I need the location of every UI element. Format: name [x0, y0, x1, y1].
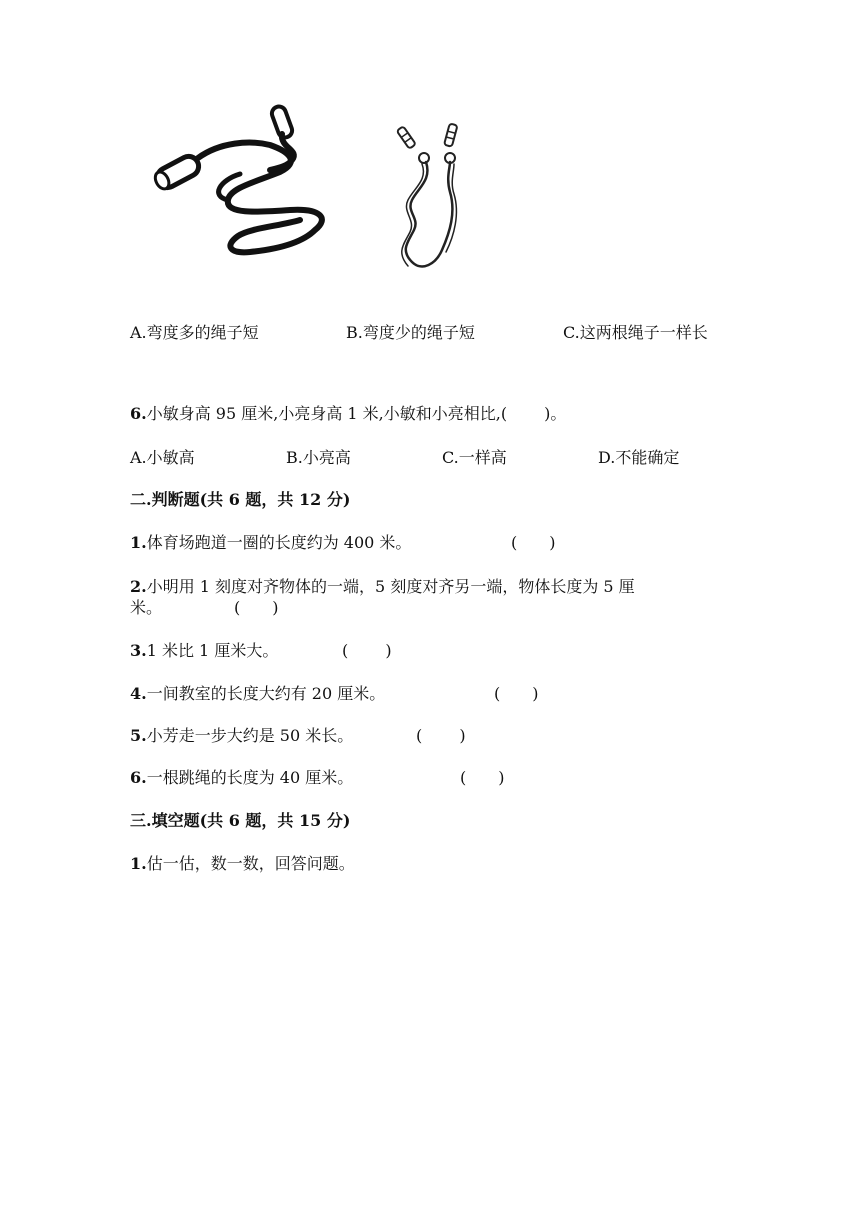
section2-heading: 二.判断题(共 6 题，共 12 分)	[130, 490, 351, 509]
jump-rope-coiled-icon	[152, 105, 322, 253]
judge-bracket-3[interactable]: ( )	[342, 641, 392, 660]
item-number: 4.	[130, 684, 147, 703]
item-text: 估一估，数一数，回答问题。	[146, 854, 355, 873]
judge-bracket-4[interactable]: ( )	[494, 684, 539, 703]
q6-question	[130, 401, 566, 424]
judge-bracket-1[interactable]: ( )	[511, 533, 556, 552]
judge-item-3	[130, 638, 278, 661]
item-number: 2.	[130, 577, 147, 596]
judge-item-4	[130, 681, 385, 704]
item-number: 1.	[130, 854, 147, 873]
q6-text: 小敏身高 95 厘米,小亮身高 1 米,小敏和小亮相比,( )。	[146, 404, 567, 423]
rope-figure	[150, 100, 490, 280]
item-text: 小明用 1 刻度对齐物体的一端，5 刻度对齐另一端，物体长度为 5 厘	[146, 577, 635, 596]
q6-option-b[interactable]: B.小亮高	[286, 448, 351, 467]
judge-bracket-5[interactable]: ( )	[416, 726, 466, 745]
judge-item-5	[130, 723, 353, 746]
q6-option-c[interactable]: C.一样高	[442, 448, 507, 467]
section3-heading: 三.填空题(共 6 题，共 15 分)	[130, 811, 351, 830]
q5-option-a[interactable]: A.弯度多的绳子短	[130, 323, 259, 342]
q5-option-b[interactable]: B.弯度少的绳子短	[346, 323, 475, 342]
judge-bracket-6[interactable]: ( )	[460, 768, 505, 787]
item-text: 体育场跑道一圈的长度约为 400 米。	[146, 533, 412, 552]
item-text: 1 米比 1 厘米大。	[146, 641, 279, 660]
judge-bracket-2[interactable]: ( )	[234, 598, 279, 617]
q5-option-c[interactable]: C.这两根绳子一样长	[563, 323, 708, 342]
judge-item-2	[130, 574, 635, 597]
q6-option-d[interactable]: D.不能确定	[598, 448, 680, 467]
judge-item-6	[130, 765, 353, 788]
item-text: 一根跳绳的长度为 40 厘米。	[146, 768, 354, 787]
fill-item-1	[130, 851, 355, 874]
item-text: 一间教室的长度大约有 20 厘米。	[146, 684, 386, 703]
item-number: 1.	[130, 533, 147, 552]
jump-rope-loose-icon	[397, 123, 458, 266]
item-number: 5.	[130, 726, 147, 745]
q6-option-a[interactable]: A.小敏高	[130, 448, 195, 467]
item-number: 6.	[130, 768, 147, 787]
judge-item-1	[130, 530, 411, 553]
q6-number: 6.	[130, 404, 147, 423]
item-number: 3.	[130, 641, 147, 660]
judge-item-2-line2: 米。	[130, 598, 163, 617]
item-text: 小芳走一步大约是 50 米长。	[146, 726, 354, 745]
